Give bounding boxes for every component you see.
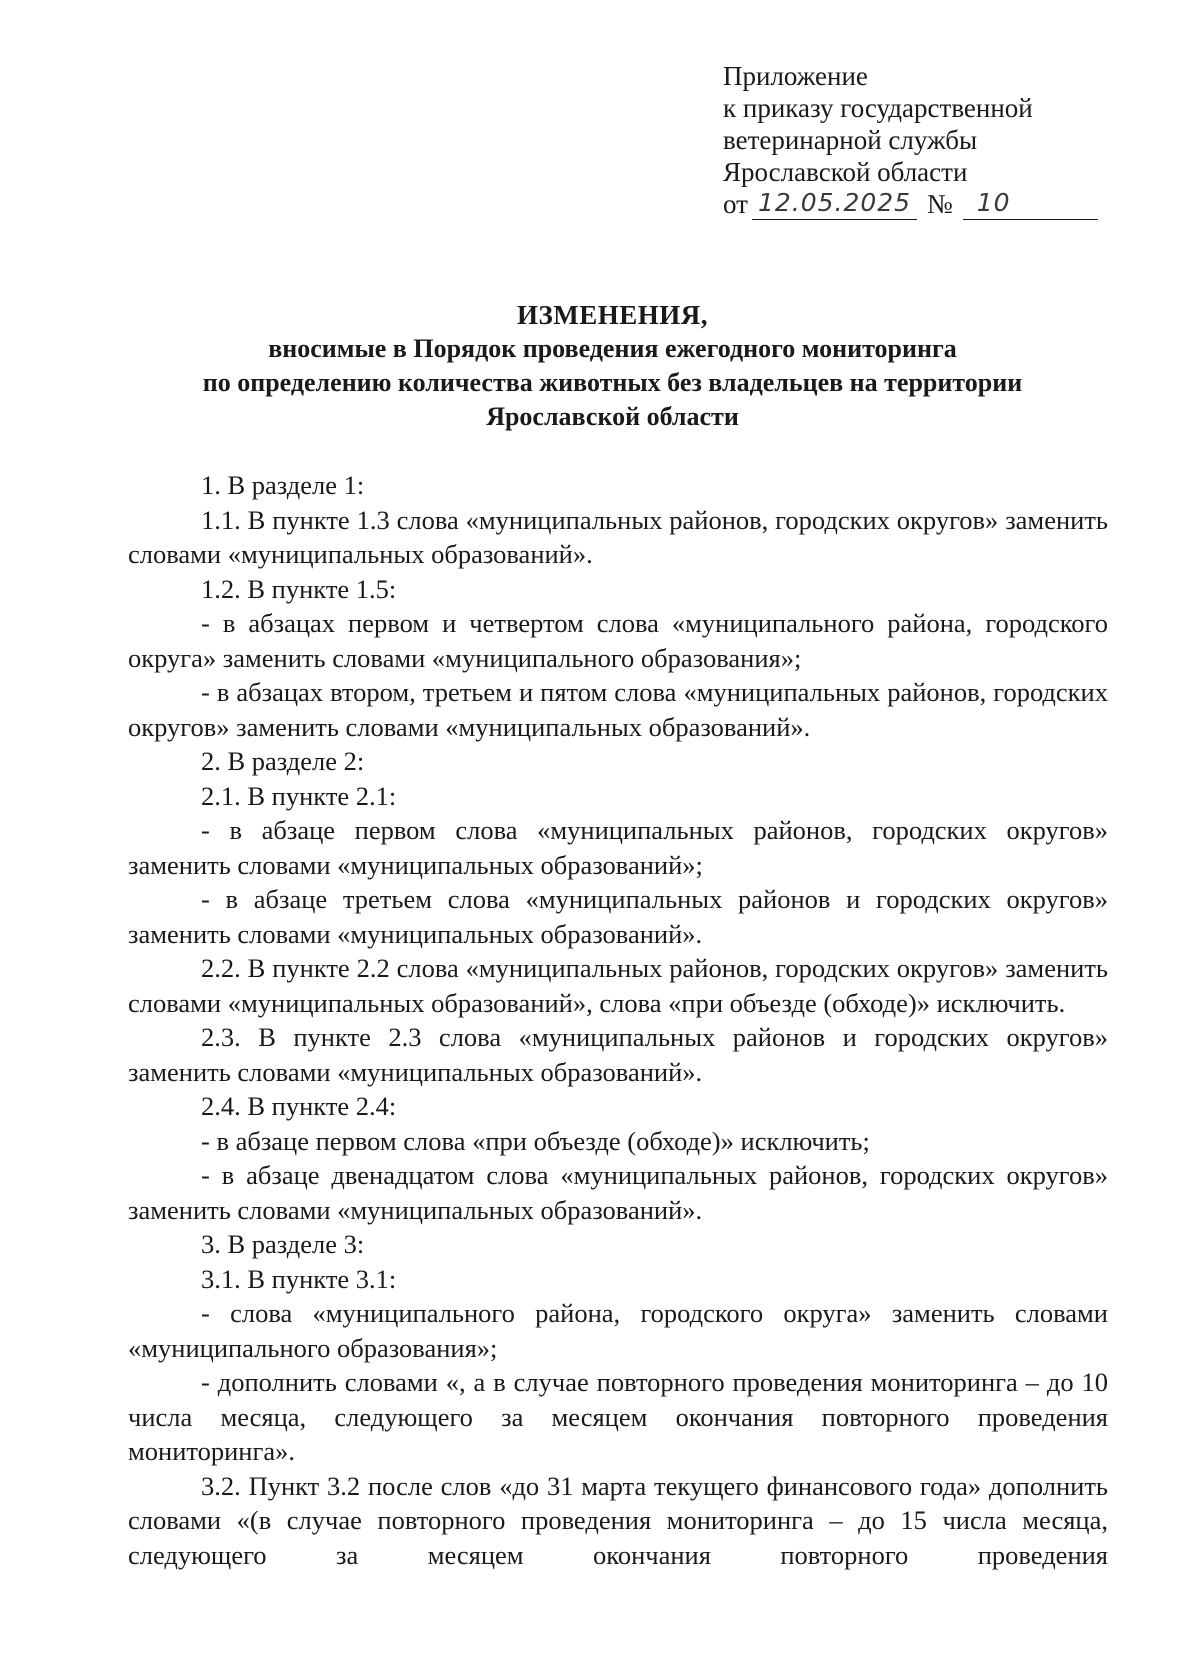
number-sign: №	[926, 189, 953, 219]
title-line: по определению количества животных без владельцев на территории	[202, 368, 1023, 397]
paragraph: 1.2. В пункте 1.5:	[201, 573, 397, 604]
paragraph: 1.1. В пункте 1.3 слова «муниципальных районов, городских округов» заменить словами «муниципальных образований».	[128, 504, 1108, 569]
paragraph: - дополнить словами «, а в случае повторного проведения мониторинга – до 10 числа месяца, следующего за месяцем окончания повторного проведения мониторинга».	[128, 1367, 1108, 1466]
paragraph: - в абзаце двенадцатом слова «муниципальных районов, городских округов» заменить словами «муниципальных образований».	[128, 1160, 1108, 1225]
document-title	[120, 298, 1105, 434]
paragraph: 3. В разделе 3:	[201, 1229, 365, 1259]
appendix-header	[723, 60, 1098, 220]
paragraph: - в абзацах первом и четвертом слова «муниципального района, городского округа» заменить словами «муниципального образования»;	[128, 608, 1108, 673]
paragraph: - слова «муниципального района, городского округа» заменить словами «муниципального образования»;	[128, 1298, 1108, 1363]
paragraph: - в абзацах втором, третьем и пятом слова «муниципальных районов, городских округов» заменить словами «муниципальных образований».	[128, 677, 1108, 742]
title-line: вносимые в Порядок проведения ежегодного мониторинга	[268, 334, 957, 363]
paragraph: 1. В разделе 1:	[201, 470, 365, 500]
title-line: Ярославской области	[486, 402, 739, 431]
handwritten-number: 10	[976, 188, 1011, 217]
date-number-line	[723, 188, 1098, 220]
document-body	[128, 468, 1108, 1572]
paragraph: - в абзаце первом слова «муниципальных районов, городских округов» заменить словами «муниципальных образований»;	[128, 815, 1108, 880]
appendix-line: ветеринарной службы	[723, 125, 978, 155]
paragraph: 2.2. В пункте 2.2 слова «муниципальных районов, городских округов» заменить словами «муниципальных образований», слова «при объезде (обходе)» исключить.	[128, 953, 1108, 1018]
paragraph: - в абзаце первом слова «при объезде (обходе)» исключить;	[201, 1125, 870, 1156]
appendix-line: Приложение	[723, 61, 868, 91]
paragraph: 2.4. В пункте 2.4:	[201, 1091, 397, 1121]
handwritten-date: 12.05.2025	[757, 188, 912, 217]
paragraph: 2.1. В пункте 2.1:	[201, 780, 397, 811]
paragraph: 2. В разделе 2:	[201, 746, 365, 776]
paragraph: - в абзаце третьем слова «муниципальных районов и городских округов» заменить словами «муниципальных образований».	[128, 884, 1108, 949]
appendix-line: к приказу государственной	[723, 93, 1033, 123]
paragraph: 3.1. В пункте 3.1:	[201, 1263, 397, 1294]
date-prefix: от	[723, 189, 748, 219]
appendix-line: Ярославской области	[723, 157, 968, 187]
title-main: ИЗМЕНЕНИЯ,	[516, 300, 708, 330]
paragraph: 2.3. В пункте 2.3 слова «муниципальных районов и городских округов» заменить словами «муниципальных образований».	[128, 1022, 1108, 1087]
number-field	[963, 189, 1098, 220]
date-field	[752, 189, 917, 220]
paragraph: 3.2. Пункт 3.2 после слов «до 31 марта текущего финансового года» дополнить словами «(в случае повторного проведения мониторинга – до 15 числа месяца, следующего за месяцем окончания повторного проведения	[128, 1470, 1108, 1570]
